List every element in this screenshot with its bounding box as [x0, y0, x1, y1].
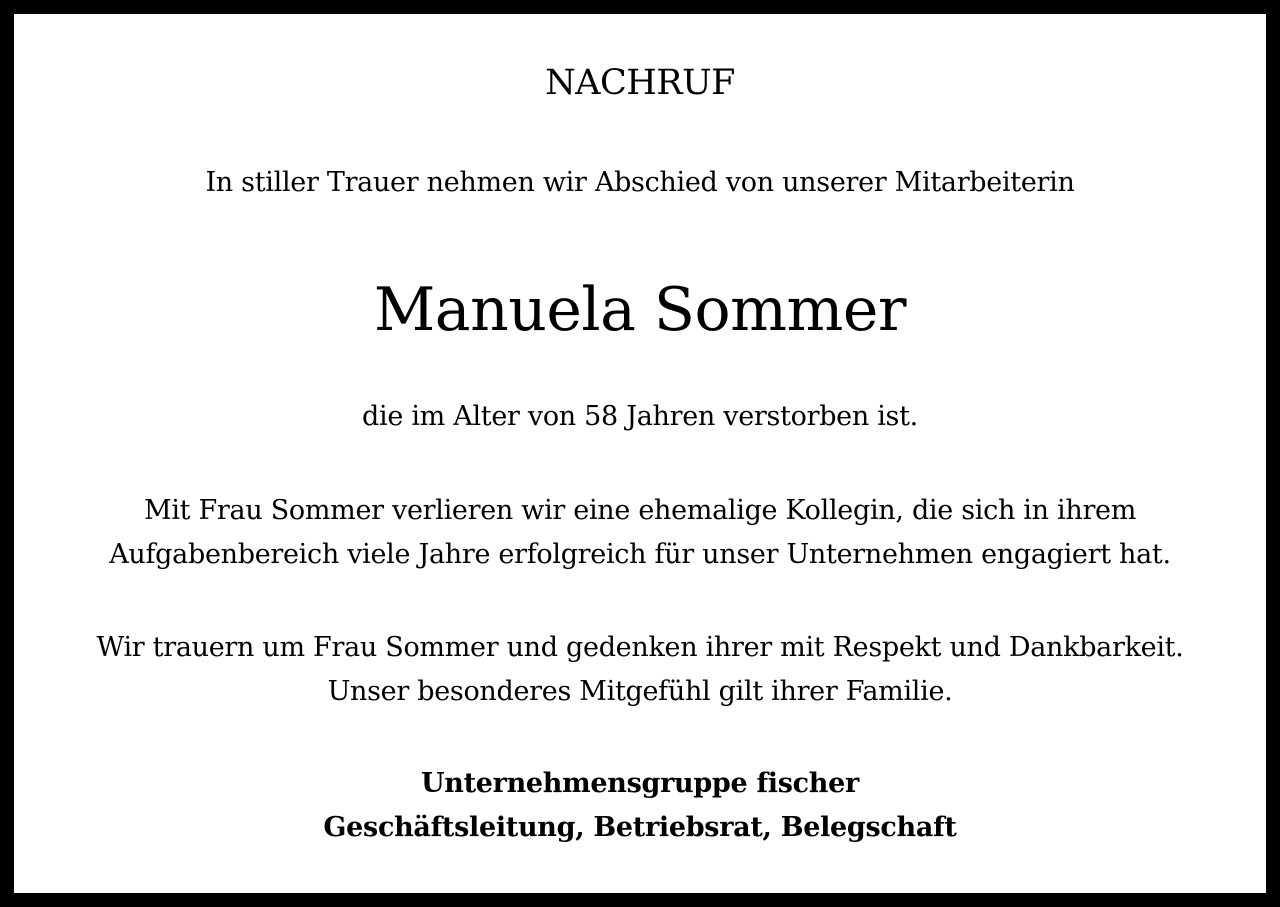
deceased-name: Manuela Sommer [373, 275, 907, 345]
notice-heading: NACHRUF [545, 63, 735, 103]
paragraph2-line2: Unser besonderes Mitgefühl gilt ihrer Familie. [327, 676, 953, 707]
paragraph2-line1: Wir trauern um Frau Sommer und gedenken ihrer mit Respekt und Dankbarkeit. [96, 632, 1184, 663]
signature-groups: Geschäftsleitung, Betriebsrat, Belegschaft [323, 812, 957, 843]
intro-line: In stiller Trauer nehmen wir Abschied von unserer Mitarbeiterin [205, 167, 1075, 198]
paragraph1-line1: Mit Frau Sommer verlieren wir eine ehemalige Kollegin, die sich in ihrem [143, 495, 1137, 526]
age-line: die im Alter von 58 Jahren verstorben ist. [362, 401, 918, 432]
signature-company: Unternehmensgruppe fischer [421, 768, 859, 799]
paragraph1-line2: Aufgabenbereich viele Jahre erfolgreich für unser Unternehmen engagiert hat. [109, 539, 1171, 570]
obituary-notice [14, 14, 1266, 893]
